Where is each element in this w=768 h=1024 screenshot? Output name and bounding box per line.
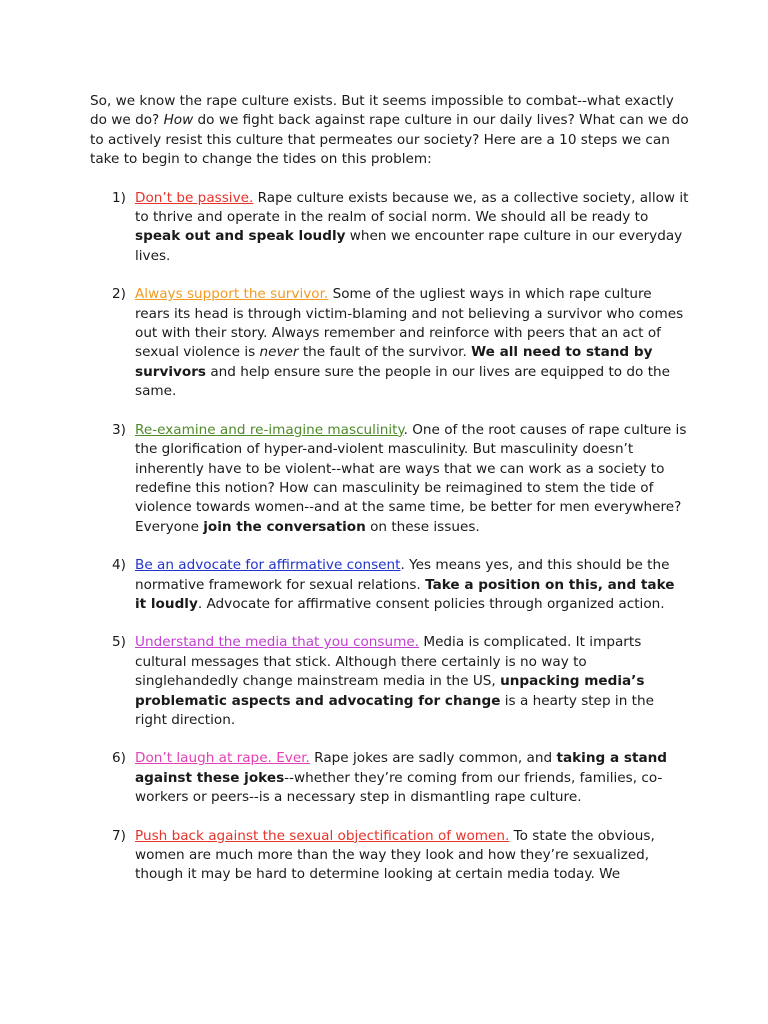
item-number: 3) [112,421,126,438]
item-bold-text: join the conversation [203,518,366,535]
intro-text-2: do we fight back against rape culture in our daily lives? What can we do to actively resist this culture that permeates our society? Here are a 10 steps we can take to begin to change the tides on this problem: [90,112,689,168]
list-item [90,189,690,267]
item-heading-link[interactable]: Understand the media that you consume. [135,634,420,651]
intro-italic-how: How [163,112,194,129]
list-item [90,421,690,537]
item-bold-text: unpacking media’s problematic aspects and advocating for change [135,673,645,709]
item-text: . Yes means yes, and this should be the normative framework for sexual relations. [135,557,670,593]
item-number: 7) [112,827,126,844]
list-item [90,633,690,730]
item-heading-link[interactable]: Be an advocate for affirmative consent [135,557,401,574]
item-number: 1) [112,189,126,206]
item-text: Rape jokes are sadly common, and [309,750,557,767]
list-item [90,749,690,807]
item-text: . One of the root causes of rape culture is the glorification of hyper-and-violent masculinity. But masculinity doesn’t inherently have to be violent--what are ways that we can work as a society to redefine this notion? How can masculinity be reimagined to stem the tide of violence towards women--and at the same time, be better for men everywhere? Everyone [135,421,687,535]
item-heading-link[interactable]: Don’t be passive. [135,189,254,206]
list-item [90,285,690,401]
intro-paragraph [90,92,690,170]
item-heading-link[interactable]: Don’t laugh at rape. Ever. [135,750,310,767]
steps-list [90,189,690,885]
item-number: 4) [112,557,126,574]
item-italic-text: never [259,344,299,361]
document-page [90,92,690,904]
item-bold-text: We all need to stand by survivors [135,344,653,380]
item-number: 5) [112,634,126,651]
item-text: --whether they’re coming from our friends, families, co-workers or peers--is a necessary step in dismantling rape culture. [135,769,663,806]
item-text: is a hearty step in the right direction. [135,692,654,728]
item-heading-link[interactable]: Re-examine and re-imagine masculinity [135,421,404,438]
item-text: Media is complicated. It imparts cultural messages that stick. Although there certainly is no way to singlehandedly change mainstream media in the US, [135,634,642,690]
item-number: 6) [112,750,126,767]
item-bold-text: Take a position on this, and take it loudly [135,576,675,612]
item-text: Rape culture exists because we, as a collective society, allow it to thrive and operate in the realm of social norm. We should all be ready to [135,189,689,226]
item-bold-text: taking a stand against these jokes [135,750,668,786]
item-heading-link[interactable]: Always support the survivor. [135,286,329,303]
item-text: Some of the ugliest ways in which rape culture rears its head is through victim-blaming and not believing a survivor who comes out with their story. Always remember and reinforce with peers that an act of sexual violence is [135,286,684,361]
intro-text-1: So, we know the rape culture exists. But it seems impossible to combat--what exactly do we do? [90,93,674,129]
list-item [90,827,690,885]
item-number: 2) [112,286,126,303]
item-text: when we encounter rape culture in our everyday lives. [135,228,683,264]
item-text: . Advocate for affirmative consent policies through organized action. [197,595,665,612]
item-text: on these issues. [365,518,480,535]
item-heading-link[interactable]: Push back against the sexual objectification of women. [135,827,510,844]
list-item [90,556,690,614]
item-text: To state the obvious, women are much more than the way they look and how they’re sexualized, though it may be hard to determine looking at certain media today. We [135,827,655,883]
item-text: and help ensure sure the people in our lives are equipped to do the same. [135,363,670,400]
item-text: the fault of the survivor. [298,344,472,361]
item-bold-text: speak out and speak loudly [135,228,346,245]
